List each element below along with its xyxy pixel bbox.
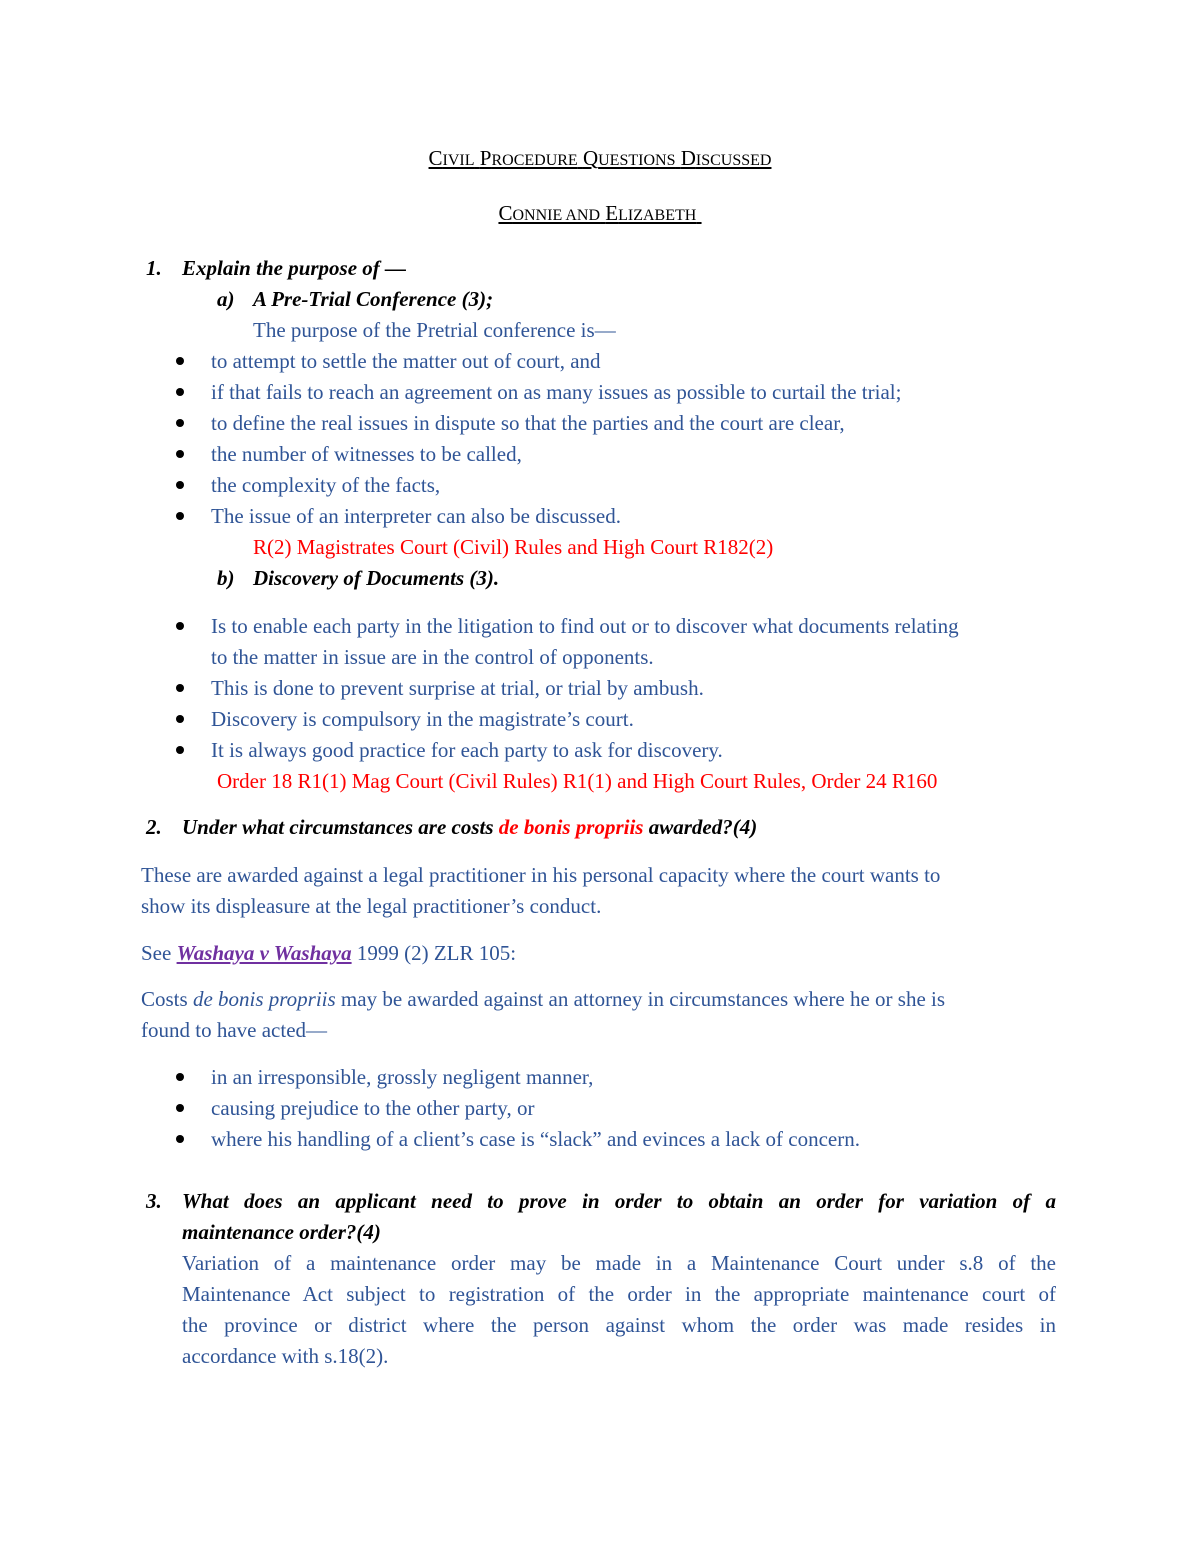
q3-number: 3.	[146, 1189, 162, 1213]
document-authors: CONNIE AND ELIZABETH	[498, 201, 697, 225]
q1-heading: Explain the purpose of —	[182, 256, 407, 280]
bullet-icon	[176, 746, 184, 754]
q2-bullet-text: in an irresponsible, grossly negligent manner,	[211, 1065, 594, 1089]
q1b-bullet-text: This is done to prevent surprise at trial, or trial by ambush.	[211, 676, 704, 700]
q1b-bullet-text: It is always good practice for each party to ask for discovery.	[211, 738, 723, 762]
bullet-icon	[176, 388, 184, 396]
q1a-intro: The purpose of the Pretrial conference is—	[253, 318, 616, 342]
q1a-label: a)	[217, 287, 235, 311]
q2-para2-line1: Costs de bonis propriis may be awarded against an attorney in circumstances where he or she is	[141, 987, 946, 1011]
q3-heading-line1: What does an applicant need to prove in order to obtain an order for variation of a	[182, 1189, 1056, 1213]
q1b-label: b)	[217, 566, 235, 590]
document-title: CIVIL PROCEDURE QUESTIONS DISCUSSED	[428, 146, 772, 170]
q1a-bullet-text: the complexity of the facts,	[211, 473, 441, 497]
q2-heading: Under what circumstances are costs de bonis propriis awarded?(4)	[182, 815, 758, 839]
q3-answer-line4: accordance with s.18(2).	[182, 1344, 389, 1368]
q1b-heading: Discovery of Documents (3).	[253, 566, 500, 590]
q2-para2-line2: found to have acted—	[141, 1018, 328, 1042]
bullet-icon	[176, 684, 184, 692]
bullet-icon	[176, 450, 184, 458]
q2-bullet-text: where his handling of a client’s case is “slack” and evinces a lack of concern.	[211, 1127, 860, 1151]
q1a-bullet-text: if that fails to reach an agreement on as many issues as possible to curtail the trial;	[211, 380, 902, 404]
q1b-bullet-text-cont: to the matter in issue are in the control of opponents.	[211, 645, 654, 669]
q1a-heading: A Pre-Trial Conference (3);	[253, 287, 494, 311]
q1a-reference: R(2) Magistrates Court (Civil) Rules and High Court R182(2)	[253, 535, 774, 559]
q2-case-citation: See Washaya v Washaya 1999 (2) ZLR 105:	[141, 941, 517, 965]
case-link[interactable]: Washaya v Washaya	[176, 941, 352, 965]
q3-answer-line1: Variation of a maintenance order may be made in a Maintenance Court under s.8 of the	[182, 1251, 1056, 1275]
bullet-icon	[176, 715, 184, 723]
bullet-icon	[176, 1104, 184, 1112]
q3-answer-line2: Maintenance Act subject to registration of the order in the appropriate maintenance court of	[182, 1282, 1056, 1306]
bullet-icon	[176, 357, 184, 365]
bullet-icon	[176, 622, 184, 630]
bullet-icon	[176, 419, 184, 427]
q2-para1-line1: These are awarded against a legal practitioner in his personal capacity where the court wants to	[141, 863, 941, 887]
bullet-icon	[176, 512, 184, 520]
q1b-bullet-text: Discovery is compulsory in the magistrate’s court.	[211, 707, 634, 731]
q1b-reference: Order 18 R1(1) Mag Court (Civil Rules) R1(1) and High Court Rules, Order 24 R160	[217, 769, 938, 793]
q1a-bullet-text: to attempt to settle the matter out of court, and	[211, 349, 601, 373]
q2-number: 2.	[146, 815, 162, 839]
q1a-bullet-text: to define the real issues in dispute so that the parties and the court are clear,	[211, 411, 845, 435]
q1b-bullet-text: Is to enable each party in the litigation to find out or to discover what documents relating	[211, 614, 959, 638]
q2-para1-line2: show its displeasure at the legal practitioner’s conduct.	[141, 894, 602, 918]
q1a-bullet-text: The issue of an interpreter can also be discussed.	[211, 504, 621, 528]
bullet-icon	[176, 1135, 184, 1143]
q3-heading-line2: maintenance order?(4)	[182, 1220, 381, 1244]
q3-answer-line3: the province or district where the person against whom the order was made resides in	[182, 1313, 1056, 1337]
bullet-icon	[176, 481, 184, 489]
q2-bullet-text: causing prejudice to the other party, or	[211, 1096, 535, 1120]
q1-number: 1.	[146, 256, 162, 280]
bullet-icon	[176, 1073, 184, 1081]
q1a-bullet-text: the number of witnesses to be called,	[211, 442, 522, 466]
